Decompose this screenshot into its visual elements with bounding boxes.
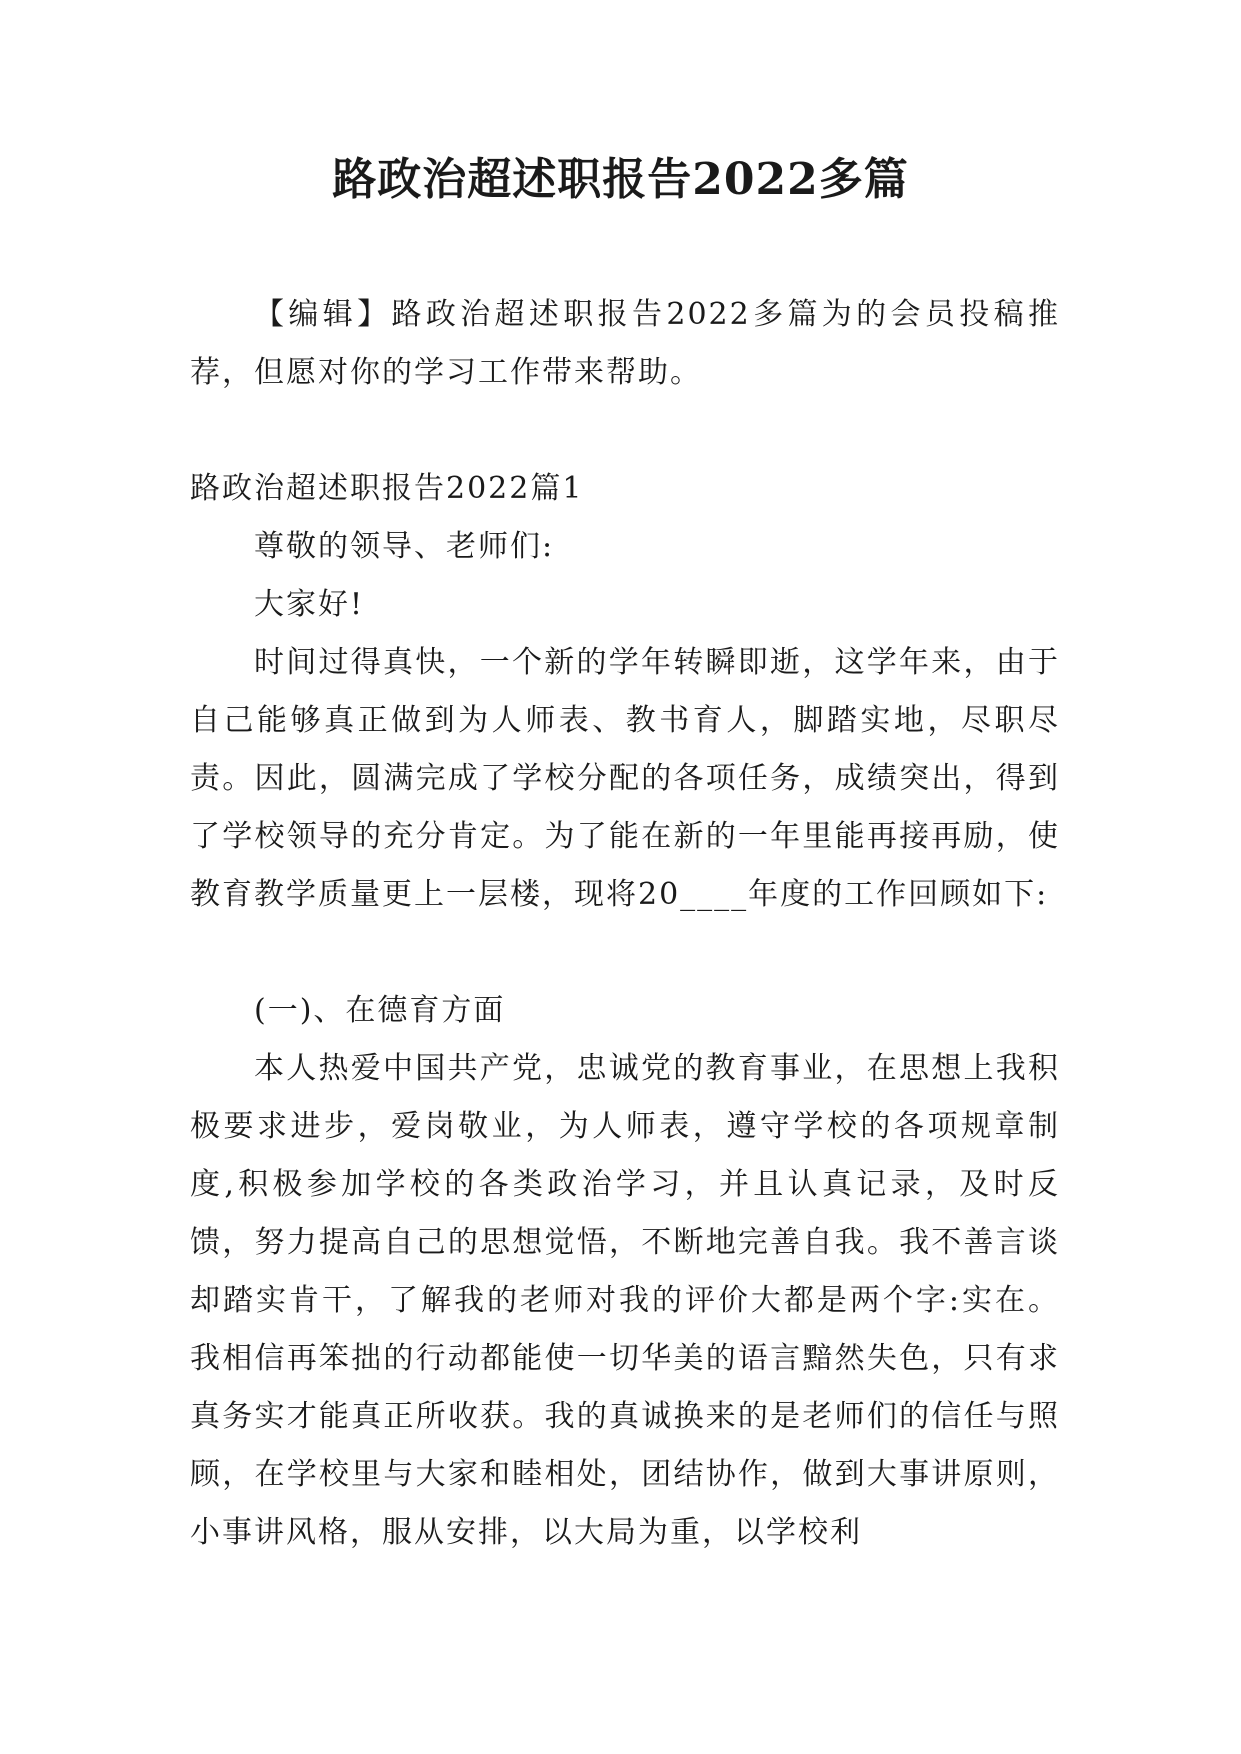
section-heading: 路政治超述职报告2022篇1 bbox=[190, 471, 584, 506]
body-paragraph-2: 本人热爱中国共产党，忠诚党的教育事业，在思想上我积极要求进步，爱岗敬业，为人师表，遵守学校的各项规章制度,积极参加学校的各类政治学习，并且认真记录，及时反馈，努力提高自己的思想觉悟，不断地完善自我。我不善言谈却踏实肯干，了解我的老师对我的评价大都是两个字:实在。我相信再笨拙的行动都能使一切华美的语言黯然失色，只有求真务实才能真正所收获。我的真诚换来的是老师们的信任与照顾，在学校里与大家和睦相处，团结协作，做到大事讲原则，小事讲风格，服从安排，以大局为重，以学校利 bbox=[190, 1051, 1060, 1550]
greeting-line: 尊敬的领导、老师们: bbox=[254, 529, 555, 564]
subheading-moral-education: (一)、在德育方面 bbox=[254, 993, 506, 1028]
document-title: 路政治超述职报告2022多篇 bbox=[332, 154, 909, 205]
intro-paragraph: 【编辑】路政治超述职报告2022多篇为的会员投稿推荐，但愿对你的学习工作带来帮助。 bbox=[190, 297, 1060, 390]
body-paragraph-1: 时间过得真快，一个新的学年转瞬即逝，这学年来，由于自己能够真正做到为人师表、教书育人，脚踏实地，尽职尽责。因此，圆满完成了学校分配的各项任务，成绩突出，得到了学校领导的充分肯定。为了能在新的一年里能再接再励，使教育教学质量更上一层楼，现将20____年度的工作回顾如下: bbox=[190, 645, 1060, 912]
hello-line: 大家好! bbox=[254, 587, 365, 622]
